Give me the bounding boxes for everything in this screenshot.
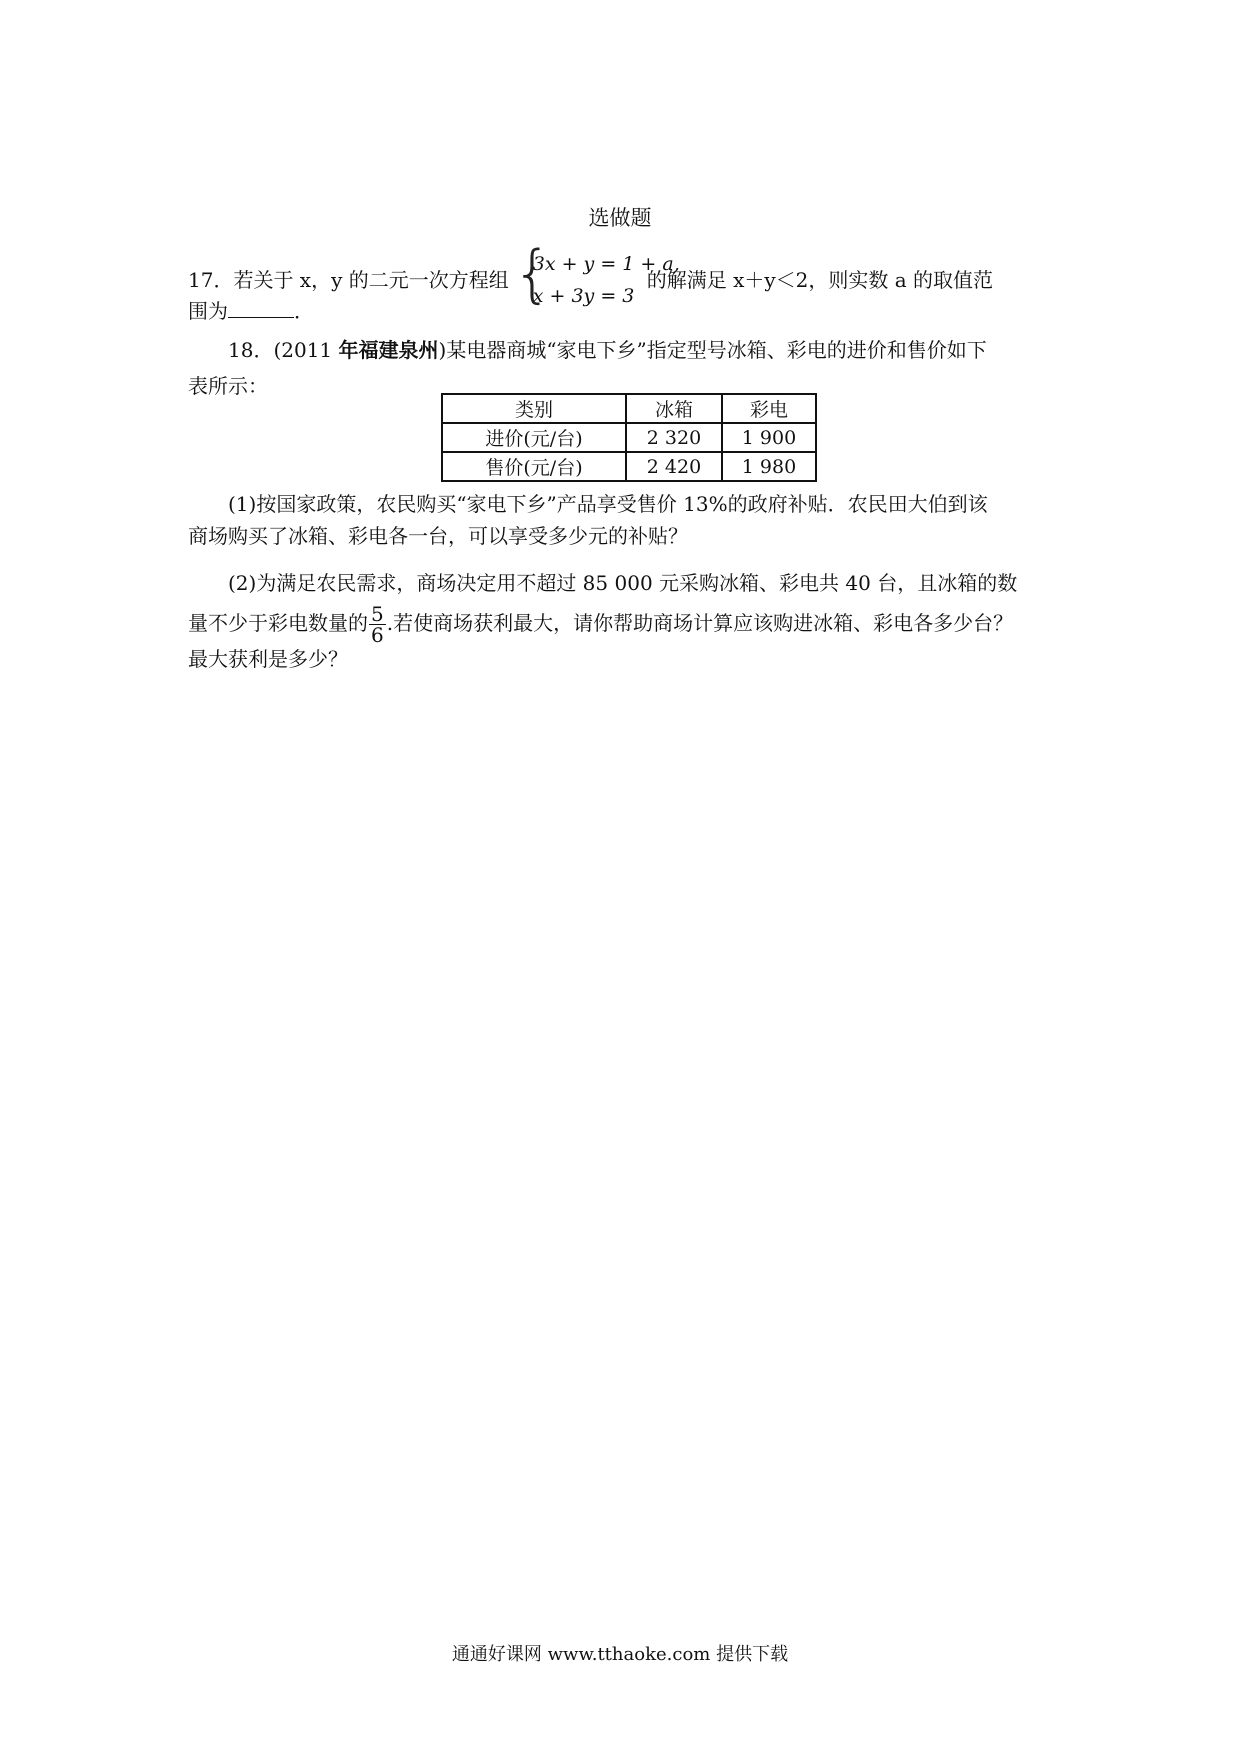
question-17-line2-prefix: 围为 xyxy=(188,299,228,323)
question-18-intro xyxy=(228,334,1068,363)
page-footer: 通通好课网 www.tthaoke.com 提供下载 xyxy=(451,1644,789,1665)
table-row xyxy=(442,423,816,452)
table-cell: 1 900 xyxy=(722,423,816,452)
question-18-intro-line2: 表所示： xyxy=(188,374,268,398)
table-header-cell: 冰箱 xyxy=(626,394,722,423)
question-18-intro-text: )某电器商城“家电下乡”指定型号冰箱、彩电的进价和售价如下 xyxy=(438,338,987,362)
question-18-part2-line2 xyxy=(188,604,1068,645)
answer-blank xyxy=(228,297,294,318)
table-row xyxy=(442,452,816,481)
question-18-part2-line2-suffix: .若使商场获利最大，请你帮助商场计算应该购进冰箱、彩电各多少台？ xyxy=(386,611,1014,635)
question-17-prefix: 17．若关于 x，y 的二元一次方程组 xyxy=(188,268,509,292)
section-title: 选做题 xyxy=(588,206,652,230)
table-cell: 进价(元/台) xyxy=(442,423,626,452)
table-cell: 2 320 xyxy=(626,423,722,452)
question-18-part2-line1: (2)为满足农民需求，商场决定用不超过 85 000 元采购冰箱、彩电共 40 台，且冰箱的数 xyxy=(228,571,1018,595)
question-18-part2-line3: 最大获利是多少？ xyxy=(188,647,348,671)
brace-symbol: { xyxy=(512,237,553,310)
table-cell: 2 420 xyxy=(626,452,722,481)
question-17-line2 xyxy=(188,297,1068,325)
table-header-row xyxy=(442,394,816,423)
table-header-cell: 彩电 xyxy=(722,394,816,423)
question-17-line2-suffix: ． xyxy=(294,299,314,323)
question-18-number: 18．(2011 xyxy=(228,338,339,362)
question-18-source: 年福建泉州 xyxy=(338,338,439,362)
question-18-part1-line1: (1)按国家政策，农民购买“家电下乡”产品享受售价 13%的政府补贴．农民田大伯到该 xyxy=(228,492,988,516)
question-17-suffix: 的解满足 x＋y＜2，则实数 a 的取值范 xyxy=(646,268,994,292)
price-table xyxy=(441,393,817,482)
table-header-cell: 类别 xyxy=(442,394,626,423)
question-18-part1-line2: 商场购买了冰箱、彩电各一台，可以享受多少元的补贴？ xyxy=(188,524,688,548)
fraction-denominator: 6 xyxy=(371,623,384,647)
equation-1: 3x + y = 1 + a, xyxy=(532,253,680,275)
table-cell: 1 980 xyxy=(722,452,816,481)
question-18-part2-line2-prefix: 量不少于彩电数量的 xyxy=(188,611,368,635)
table-cell: 售价(元/台) xyxy=(442,452,626,481)
fraction-numerator: 5 xyxy=(371,602,384,626)
equation-2: x + 3y = 3 xyxy=(532,285,635,307)
fraction xyxy=(369,604,386,645)
